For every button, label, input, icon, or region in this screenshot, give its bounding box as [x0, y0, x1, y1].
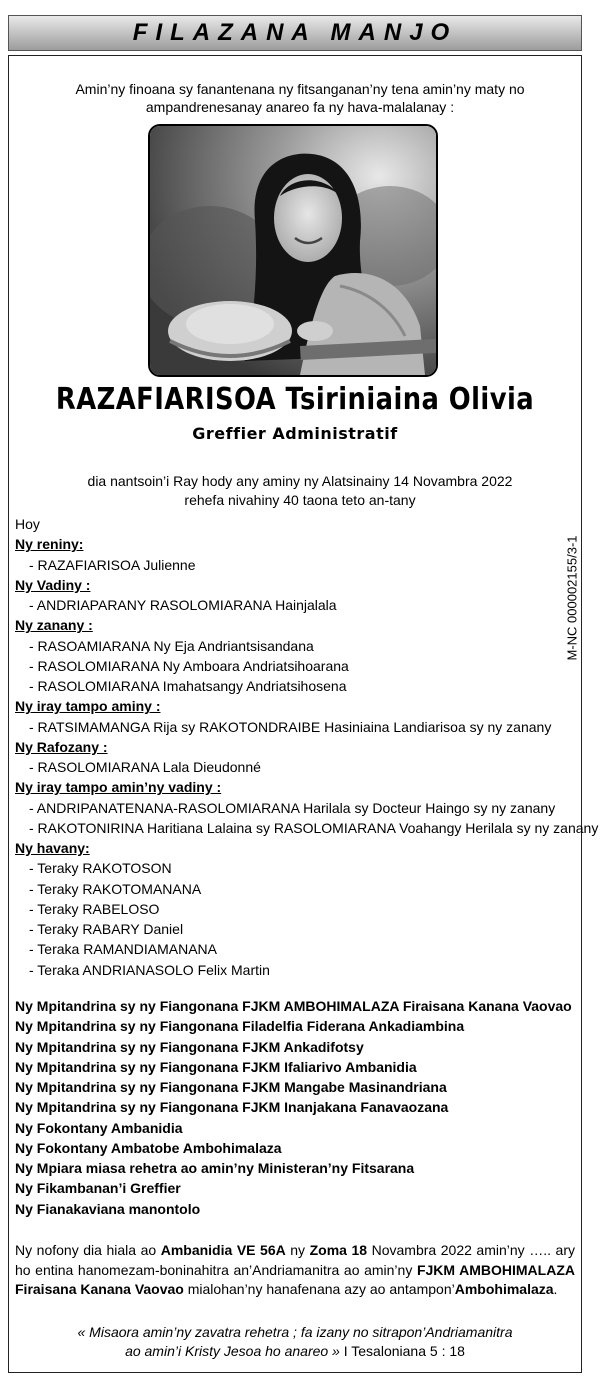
notice-title: FILAZANA MANJO [132, 19, 458, 46]
family-list [15, 514, 599, 980]
family-member: - Teraka ANDRIANASOLO Felix Martin [29, 961, 270, 978]
funeral-church-branch: Firaisana Kanana Vaovao [15, 1281, 184, 1297]
organization: Ny Mpitandrina sy ny Fiangonana FJKM AMBOHIMALAZA Firaisana Kanana Vaovao [15, 998, 572, 1014]
group-label: Ny iray tampo amin’ny vadiny : [15, 779, 222, 796]
group-label: Ny reniny: [15, 536, 84, 553]
funeral-text: . [553, 1281, 558, 1297]
organization: Ny Mpiara miasa rehetra ao amin’ny Ministeran’ny Fitsarana [15, 1160, 415, 1176]
portrait-photo-image [150, 126, 436, 375]
organization: Ny Fianakaviana manontolo [15, 1200, 201, 1217]
group-label: Ny Vadiny : [15, 576, 91, 593]
group-label: Ny zanany : [15, 617, 93, 634]
family-member: - RASOLOMIARANA Imahatsangy Andriatsihosena [29, 678, 347, 694]
deceased-portrait [148, 124, 438, 377]
funeral-date: Zoma 18 [309, 1242, 368, 1258]
funeral-text: ny [285, 1242, 310, 1258]
family-member: - RASOAMIARANA Ny Eja Andriantsisandana [29, 637, 314, 654]
organizations-list [15, 996, 580, 1219]
hoy-label: Hoy [15, 516, 40, 532]
family-member: - Teraky RAKOTOSON [29, 860, 172, 877]
reference-number [562, 530, 582, 666]
death-line-1: dia nantsoin’i Ray hody any aminy ny Alatsinainy 14 Novambra 2022 [87, 473, 513, 489]
funeral-church: FJKM AMBOHIMALAZA [416, 1261, 575, 1278]
organization: Ny Fokontany Ambatobe Ambohimalaza [15, 1139, 282, 1156]
organization: Ny Mpitandrina sy ny Fiangonana FJKM Mangabe Masinandriana [15, 1079, 447, 1095]
verse-reference: I Tesaloniana 5 : 18 [339, 1343, 465, 1359]
funeral-details [15, 1241, 575, 1300]
burial-place: Ambohimalaza [454, 1281, 554, 1297]
family-member: - RAKOTONIRINA Haritiana Lalaina sy RASOLOMIARANA Voahangy Herilala sy ny zanany [29, 819, 599, 836]
organization: Ny Mpitandrina sy ny Fiangonana FJKM Ifaliarivo Ambanidia [15, 1058, 417, 1075]
family-member: - ANDRIAPARANY RASOLOMIARANA Hainjalala [29, 597, 337, 613]
family-member: - RAZAFIARISOA Julienne [29, 556, 196, 573]
family-member: - Teraka RAMANDIAMANANA [29, 941, 218, 958]
family-member: - RASOLOMIARANA Ny Amboara Andriatsihoarana [29, 657, 349, 674]
family-member: - RATSIMAMANGA Rija sy RAKOTONDRAIBE Hasiniaina Landiarisoa sy ny zanany [29, 718, 552, 735]
family-member: - RASOLOMIARANA Lala Dieudonné [29, 759, 261, 775]
group-label: Ny havany: [15, 840, 90, 856]
funeral-text: Ny nofony dia hiala ao [15, 1242, 161, 1258]
intro-text [40, 80, 560, 116]
verse-line-1: « Misaora amin’ny zavatra rehetra ; fa izany no sitrapon’Andriamanitra [77, 1324, 513, 1340]
notice-header [8, 15, 582, 51]
organization: Ny Mpitandrina sy ny Fiangonana FJKM Ankadifotsy [15, 1038, 364, 1055]
family-member: - Teraky RAKOTOMANANA [29, 880, 202, 897]
intro-line-2: ampandrenesanay anareo fa ny hava-malalanay : [145, 99, 455, 115]
organization: Ny Fikambanan’i Greffier [15, 1180, 181, 1197]
organization: Ny Fokontany Ambanidia [15, 1119, 183, 1136]
reference-text: M-NC 000002155/3-1 [564, 535, 580, 661]
family-member: - Teraky RABELOSO [29, 900, 160, 917]
deceased-title: Greffier Administratif [192, 424, 398, 443]
bible-verse [20, 1323, 570, 1361]
funeral-text: mialohan’ny hanafenana azy ao antampon’ [183, 1281, 455, 1297]
group-label: Ny Rafozany : [15, 738, 108, 755]
funeral-text: Novambra 2022 amin’ny ….. ary ho entina hanomezam-boninahitra an’Andriamanitra ao amin’ny [15, 1242, 575, 1278]
family-member: - ANDRIPANATENANA-RASOLOMIARANA Harilala sy Docteur Haingo sy ny zanany [29, 799, 556, 816]
death-announcement [40, 472, 560, 510]
organization: Ny Mpitandrina sy ny Fiangonana FJKM Inanjakana Fanavaozana [15, 1099, 449, 1116]
funeral-address: Ambanidia VE 56A [160, 1242, 286, 1258]
death-line-2: rehefa nivahiny 40 taona teto an-tany [184, 492, 416, 508]
group-label: Ny iray tampo aminy : [15, 698, 161, 715]
verse-line-2: ao amin’i Kristy Jesoa ho anareo » [125, 1343, 340, 1359]
family-member: - Teraky RABARY Daniel [29, 921, 184, 937]
intro-line-1: Amin’ny finoana sy fanantenana ny fitsanganan’ny tena amin’ny maty no [75, 81, 525, 97]
deceased-name: RAZAFIARISOA Tsiriniaina Olivia [55, 382, 535, 417]
organization: Ny Mpitandrina sy ny Fiangonana Filadelfia Fiderana Ankadiambina [15, 1018, 465, 1035]
